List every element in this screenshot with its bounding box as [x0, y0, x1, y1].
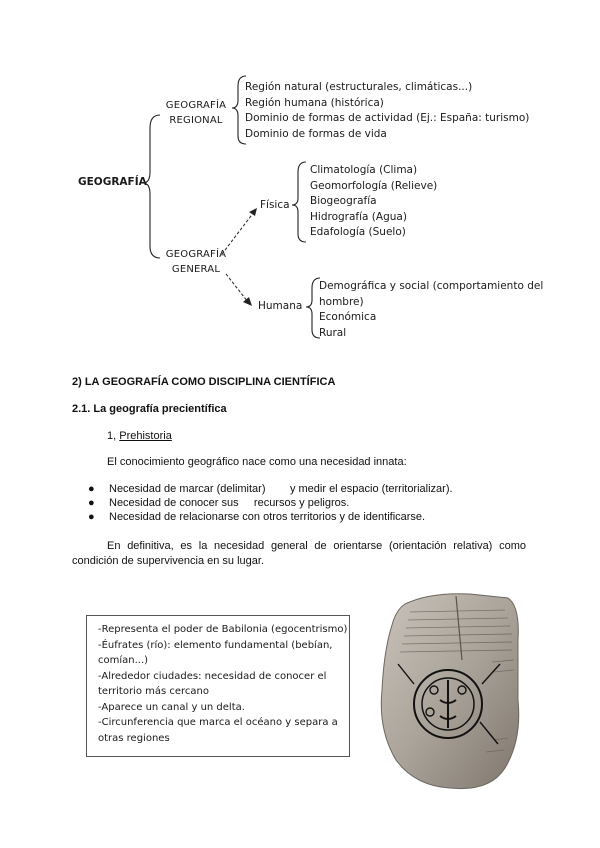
regional-item: Dominio de formas de vida: [245, 127, 387, 140]
diagram-root-label: GEOGRAFÍA: [78, 176, 147, 188]
tablet-shape: [381, 594, 518, 789]
bullet-icon: ●: [88, 497, 95, 509]
humana-item: hombre): [319, 295, 364, 308]
item-number: 1,: [107, 430, 117, 442]
regional-item: Dominio de formas de actividad (Ej.: España: turismo): [245, 112, 530, 124]
bullet-icon: ●: [88, 483, 95, 495]
section-subheading: 2.1. La geografía precientífica: [72, 403, 227, 415]
list-item: ● Necesidad de conocer sus recursos y peligros.: [88, 497, 350, 509]
note-line: -Representa el poder de Babilonia (egocentrismo): [98, 624, 348, 635]
general-label: GEOGRAFÍA GENERAL: [165, 249, 227, 275]
humana-item: Económica: [319, 311, 377, 323]
bullet-icon: ●: [88, 511, 95, 523]
regional-item: Región natural (estructurales, climáticas...): [245, 81, 473, 93]
note-line: comían...): [98, 655, 149, 666]
fisica-item: Biogeografía: [310, 195, 377, 207]
fisica-item: Edafología (Suelo): [310, 226, 406, 238]
note-line: -Éufrates (río): elemento fundamental (bebían,: [98, 639, 333, 651]
fisica-item: Geomorfología (Relieve): [310, 179, 438, 192]
note-line: -Circunferencia que marca el océano y separa a: [98, 717, 338, 728]
list-item: ● Necesidad de marcar (delimitar) y medir el espacio (territorializar).: [88, 483, 453, 495]
fisica-item: Hidrografía (Agua): [310, 210, 407, 223]
intro-text: El conocimiento geográfico nace como una necesidad innata:: [107, 456, 407, 468]
note-line: -Alrededor ciudades: necesidad de conocer el: [98, 670, 327, 682]
note-line: -Aparece un canal y un delta.: [98, 701, 245, 713]
regional-item: Región humana (histórica): [245, 96, 384, 109]
conclusion-paragraph: En definitiva, es la necesidad general de orientarse (orientación relativa) como condición de supervivencia en su lugar.: [72, 540, 526, 567]
fisica-item: Climatología (Clima): [310, 164, 418, 176]
note-line: otras regiones: [98, 732, 170, 744]
list-item: ● Necesidad de relacionarse con otros territorios y de identificarse.: [88, 511, 426, 523]
humana-item: Rural: [319, 326, 347, 339]
humana-item: Demográfica y social (comportamiento del: [319, 280, 544, 292]
fisica-label: Física: [260, 199, 290, 211]
humana-label: Humana: [258, 300, 303, 312]
note-line: territorio más cercano: [98, 686, 210, 697]
regional-label: GEOGRAFÍA REGIONAL: [165, 100, 227, 126]
item-title: Prehistoria: [119, 430, 172, 442]
section-heading: 2) LA GEOGRAFÍA COMO DISCIPLINA CIENTÍFICA: [72, 376, 336, 388]
